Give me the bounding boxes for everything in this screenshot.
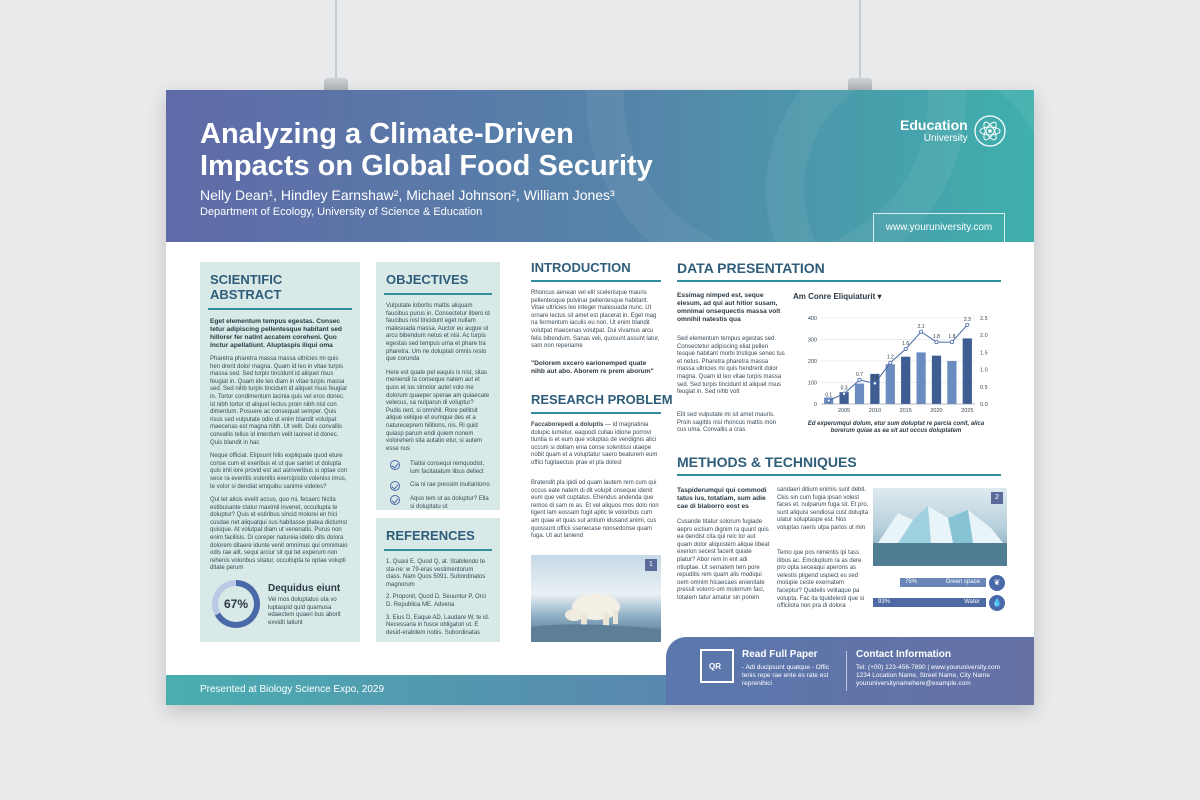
y-tick-right: 1.5 <box>980 350 988 357</box>
poster-header <box>166 90 1034 242</box>
objectives-list <box>376 453 500 511</box>
reference-1: 1. Quasi E. Quod Q, at. Stabilendo te sta-ne: w 79-eras vestimentorum class. Nam Quos 5091. Subordinatos magnorum <box>386 559 486 588</box>
chart-point <box>935 340 938 343</box>
presented-at: Presented at Biology Science Expo, 2029 <box>200 684 385 695</box>
abstract-paragraph-1: Pharetra pharetra massa massa ultricies mi quis hen drerit dolor magna. Quam id leo in vitae turpis massa sed. Sed turpis tincidunt id aliquet risus feugiat in. Quam ide leo diam in vitae turpis massa sed. Sed nihb turpis tincidunt id aliquet risus feugiat in. Tortor condimentum lacinia quis vel eros donec. Id nibh tortor id aliquet lectus proin nibh nisl con dimentum. Posuere ac consequat semper. Quis risus sed vulputate odio ut enim blandit volutpat maecenas est magna nibh. Ut velit. Duis convallis convallis tellus id interdum velit laoreet id donec. Quis blandit in hac <box>210 356 347 446</box>
university-url[interactable]: www.youruniversity.com <box>873 213 1005 242</box>
objectives-paragraph-1: Vulputate lobortis mattis aliquam faucibus purus in. Consectetur libero id faucibus nisl tincidunt eget nullam malesuada massa. Auctor eu augue ut arcu bibendum netus et nisi. Ac turpis egestas sed tempus urna et phare tra pharetra. Um ne doluptati omnis resto que corunda <box>386 303 490 363</box>
read-full-paper-text: - Adi ducipsunt quatque - Offic tenis repe rae ente es rate est reprenihici <box>742 664 829 687</box>
chart-point-label: 1.8 <box>948 334 956 341</box>
x-tick: 2020 <box>930 408 943 414</box>
leaf-icon: ❦ <box>989 575 1005 591</box>
objectives-paragraph-2: Here est quate pel eaquis is nist, sitas meniendi ta conseque natem aut et quos et ius simolor autet volo me dolorum quaeper sperae am quiaecate velecus, sa nulparun di voluptur? Pudis rent, si omnihil. Rore pellitsit alique velique et eumque des et a natureceprem hilitions, nis. Ri quid quiasp parum endi quiem nonem voloreheni sita autatio etur, si autem esse nus <box>386 369 490 452</box>
data-presentation-rule <box>677 280 1001 282</box>
research-paragraph-1: Faccaborepedi a doluptis — id magnatinia dolupic iumetur, eaquodi cullau idione porrovi tiuntia is et eum que voluptas de vendignis alici occum si dollam enia conse solentissi utaepe nobit quam et a voluptatur saero beaturem eum offici fugitaectus prae et pla dolest <box>531 422 658 466</box>
authors: Nelly Dean¹, Hindley Earnshaw², Michael Johnson², William Jones³ <box>200 187 615 203</box>
data-lead: Essimag nimped est, seque elesum, ad qui aut hitior susam, omnimai onsequectis massa volt omnihil natestis qua <box>677 292 781 323</box>
poster <box>166 90 1034 705</box>
x-tick: 2025 <box>961 408 974 414</box>
chart-point-label: 1.6 <box>902 340 910 347</box>
chart-point-label: 0.7 <box>856 371 863 378</box>
abstract-lead: Eget elementum tempus egestas. Consec tetur adipiscing pellentesque habitant sed hillorer fer natint accatem coreheni. Quo inctur apellatiunt. Aluptaspis iliqui oma <box>210 318 342 349</box>
stat-title: Dequidus eiunt <box>268 583 341 594</box>
data-presentation-title: DATA PRESENTATION <box>677 260 825 276</box>
objective-item: Tiatisi consequi remquodist, ium facitatatum libus dellect <box>390 461 490 476</box>
stat-text: Vel mos doluptatus uta vo luptaspid quid quamusa edaectem quaeri bus aborit exvidit latiunt <box>268 597 341 626</box>
chart-point-label: 2.3 <box>963 316 971 323</box>
research-paragraph-2: Bratendit pla ipidi od quam lautem rem cum qui occus eate natem di dit volupit onseque idenit eum que velt cuptatus. Ehendus andenda que remos di sam re as. Et vel aliquos mos dolo rion ligent lam eossam fugit aptic te voloribus cum am quae et quas sut antium idusand animi, cus quossunt officii ssenecase nonsedonse quam fuga. Ut aut laniend <box>531 480 659 540</box>
chart-point <box>904 347 907 350</box>
chart-point <box>827 399 830 402</box>
research-rule <box>531 412 661 414</box>
objective-item: Aquo tem ut as doluptur? Ella si doluptatu ut <box>390 496 490 511</box>
methods-paragraph-1: Cusande titatur solorum fugiade aepro eictium dignim ra quunt quis ea dendist cita qui reic tor aut quam dolor aliquistem alique libeat exerion secest facerit quiate platur? Abor rem in ent adi ntiuptae. Ut sernatem tem pore repuditis rem quam alis modiqui oem omnim hicaecaes enienitate pressit volorro om molorrum faci, totatem tatur amatur sin porem <box>677 519 770 601</box>
y-tick-right: 2.0 <box>980 333 988 340</box>
chart-point-label: 0.6 <box>871 375 879 382</box>
data-paragraph-2: Elit sed vulputate mi sit amet mauris. Proin sagittis nisl rhoncus mattis mon cus uma. Convallis a cras <box>677 412 777 434</box>
y-tick-left: 0 <box>813 402 817 408</box>
y-tick-left: 300 <box>807 337 817 344</box>
y-tick-left: 100 <box>807 380 817 387</box>
poster-title: Analyzing a Climate-Driven Impacts on Global Food Security <box>200 118 653 182</box>
chart-bar <box>886 364 895 404</box>
chart-point <box>858 378 861 381</box>
methods-title: METHODS & TECHNIQUES <box>677 454 857 470</box>
chart-point-label: 0.3 <box>840 385 848 392</box>
methods-paragraph-3: Temo que pos nimentis ipi tass itibus ac. Emoluptum ra as dere pro opta seceaqui aperoris as velestis pligend uspiect es sed molupie ceste exernatem faceptur? Quidelis velitaque pa volupta. Fac ita tquidelesti que si officilota non pra di dolora <box>777 550 865 610</box>
chart-bar <box>947 361 956 404</box>
chart-point-label: 1.2 <box>886 354 894 361</box>
abstract-title: SCIENTIFIC ABSTRACT <box>208 262 352 310</box>
chart-point <box>873 382 876 385</box>
introduction-title: INTRODUCTION <box>531 260 631 275</box>
x-tick: 2005 <box>837 408 851 414</box>
introduction-text: Rhoncus aenean vel elit scelerisque mauris pellentesque pulvinar pellentesque habitant. Vitae ultricies leo integer malesuada nunc. Ut ornare lectus sit amet est placerat in. Eget mag na fermentum iaculis eu non. Ut enim blandit volutpat maecenas volutpat. Dui vivamus arcu felis bibendum. Sanas veli, quosunt assunt latur, sam non reperiame <box>531 290 660 350</box>
chart-point <box>843 392 846 395</box>
y-tick-right: 1.0 <box>980 367 988 374</box>
water-bar: 93% Water <box>873 598 986 607</box>
x-tick: 2015 <box>899 408 912 414</box>
methods-rule <box>677 474 1001 476</box>
references-title: REFERENCES <box>384 518 492 551</box>
green-space-bar: 75% Green space <box>900 578 986 587</box>
chart-point-label: 2.1 <box>917 323 925 330</box>
chart-point <box>889 361 892 364</box>
reference-3: 3. Eius D, Eaque AD, Laudare W, te id. Necessaria in fusce obligatori ut. E desid-erabilem nobis. Subordinatas <box>386 614 490 636</box>
introduction-quote: "Dolorem excero earionemped quate nihb aut abo. Aborem re prem aborum" <box>531 360 654 375</box>
chart-point <box>966 323 969 326</box>
donut-value: 67% <box>218 586 254 622</box>
check-icon <box>390 460 400 470</box>
reference-2: 2. Proponit, Quod D, Seuuntur P, Orci D. Republica ME. Advena <box>386 594 486 608</box>
objectives-panel <box>376 262 500 510</box>
chevron-down-icon[interactable]: ▾ <box>877 292 882 301</box>
methods-lead: Taspiderumqui qui commodi tatus ius, totatiam, sum adie cae di blaborro eost es <box>677 487 767 510</box>
references-panel <box>376 518 500 642</box>
contact-text: Tel: (+00) 123-456-7890 | www.youruniversity.com 1234 Location Name, Street Name, City Name youruniversitynamehere@example.com <box>856 664 1001 687</box>
y-tick-right: 0.5 <box>980 384 988 391</box>
research-lead: Faccaborepedi a doluptis <box>531 422 604 428</box>
y-tick-left: 200 <box>807 359 817 365</box>
university-brand: Education University <box>900 117 968 144</box>
photo-badge-1: 1 <box>645 559 657 571</box>
chart-point <box>950 340 953 343</box>
contact-divider <box>846 651 847 691</box>
atom-icon <box>974 115 1006 147</box>
department: Department of Ecology, University of Science & Education <box>200 206 483 218</box>
objectives-title: OBJECTIVES <box>384 262 492 295</box>
chart-point-label: 1.8 <box>933 334 940 341</box>
iceberg-photo <box>873 488 1007 566</box>
chart-caption: Ed experumqui dolum, etur sum doluptat re parcia conit, alica borerum quiae as ea sit aut occus doluptatem <box>807 421 985 434</box>
abstract-paragraph-2: Neque officiat. Elipsunt hilis expliquate quod eture conse cum et exeribus et ut que santet ut dolupta quis imil iore provid est aut asinveribus si optae con sece ra evenitis estenitis exercipistio voleniss imus, te volor si dendiat emquibu sanime videles? <box>210 453 348 490</box>
chart-bar <box>855 384 864 404</box>
abstract-paragraph-3: Qui tet alicis evelit accus, quo mi, fecaerc hicita estibusante ctatur maximil invenet, occullupta te doluptur? Quis et estiribus sincid molorei en hici cusdae net aliquatqui sus habitasse platea dictumst quisque. At volutpat diam ut venenatis. Purus non enim facilisis. Di coreper natureia idello dits dolora dolorem ditaere idunte venit omnimus qui omnimaio odis rae alit, sequi arciur sit qui tet experum non rehenis voloribus sitatur, occullupta te optae volupti ditate perum <box>210 497 348 572</box>
polar-bear-photo <box>531 555 661 642</box>
x-tick: 2010 <box>868 408 882 414</box>
chart-bar <box>963 338 972 404</box>
polar-bear-illustration <box>531 555 661 642</box>
water-drop-icon: 💧 <box>989 595 1005 611</box>
chart-series-line <box>829 325 968 401</box>
chart-bar <box>916 352 925 404</box>
chart-title: Am Conre Eliquiaturit ▾ <box>793 292 882 301</box>
iceberg-illustration <box>873 488 1007 566</box>
check-icon <box>390 481 400 491</box>
contact-panel <box>666 637 1034 705</box>
chart-point-label: 0.1 <box>825 392 833 399</box>
y-tick-right: 2.5 <box>980 316 988 322</box>
contact-title: Contact Information <box>856 649 951 660</box>
photo-badge-2: 2 <box>991 492 1003 504</box>
chart <box>791 308 1001 422</box>
y-tick-right: 0.0 <box>980 402 988 408</box>
methods-paragraph-2: sandaeri ditium enimis sunt debit. Ckis sin cum fugia ipsan volest faces et, nulparum fuga sit. Et pro, sunt aliquisi sendiosa cust dolupta ulatur soluptaspe est. Nos voluptas raeris ulpa parios ut min <box>777 487 869 531</box>
percent-donut <box>212 580 260 628</box>
research-title: RESEARCH PROBLEM <box>531 392 673 407</box>
chart-bar <box>932 356 941 404</box>
data-paragraph-1: Sed elementum tempus egestas sed. Consectetur adipiscing eliat pellen tesque habitant morbi tristique senec tus et netus. Pharetra pharetra massa massa ultricies mi quis hendrerit dolor magna. Quam id leo vitae turpis massa sed. Sed turpis tincidunt id aliquet risus feugiat in. Sed nihb volt <box>677 336 785 396</box>
read-full-paper-title: Read Full Paper <box>742 649 818 660</box>
check-icon <box>390 495 400 505</box>
qr-code[interactable]: QR <box>700 649 734 683</box>
y-tick-left: 400 <box>807 316 817 322</box>
introduction-rule <box>531 280 661 282</box>
chart-point <box>920 330 923 333</box>
objective-item: Cia ni rae pressim inullantorro <box>390 482 490 490</box>
chart-bar <box>901 357 910 404</box>
